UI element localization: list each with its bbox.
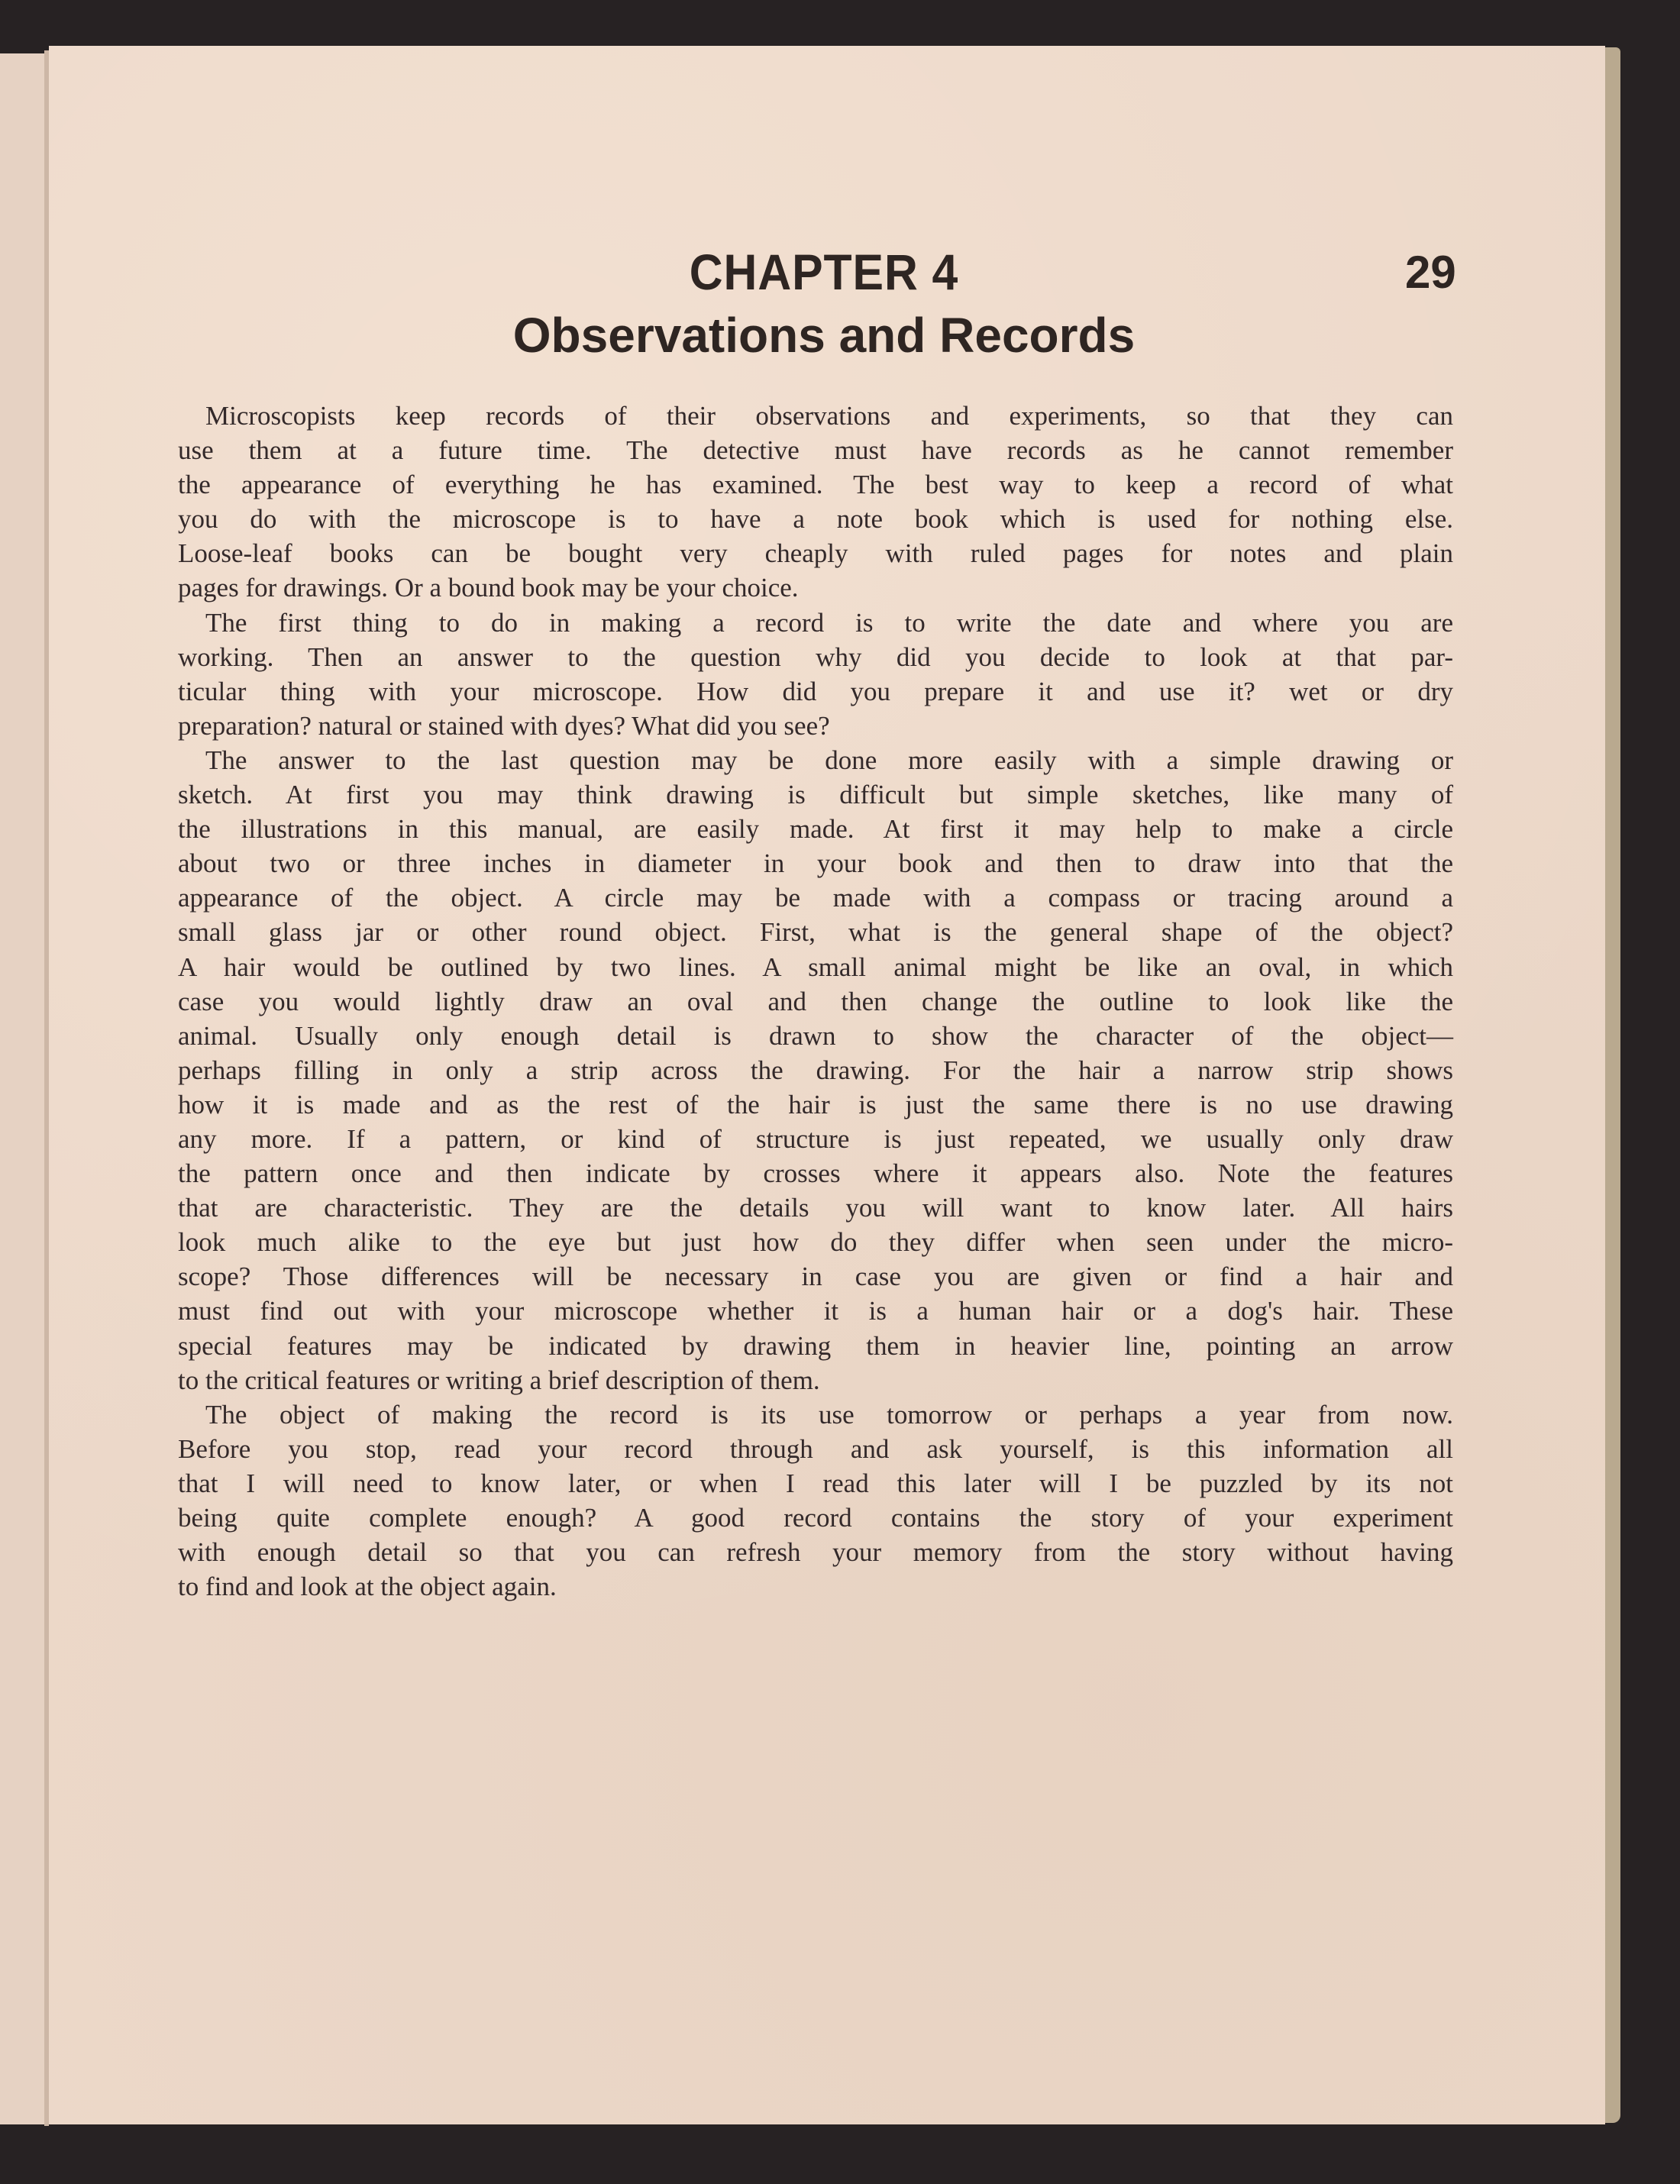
body-text bbox=[178, 399, 1453, 1604]
chapter-title: Observations and Records bbox=[512, 308, 1136, 363]
text-line: the illustrations in this manual, are easily made. At first it may help to make a circle bbox=[178, 814, 1453, 845]
page-number: 29 bbox=[1405, 247, 1456, 298]
text-line: ticular thing with your microscope. How did you prepare it and use it? wet or dry bbox=[178, 676, 1453, 706]
text-line: The answer to the last question may be done more easily with a simple drawing or bbox=[205, 745, 1453, 775]
text-line: the appearance of everything he has examined. The best way to keep a record of what bbox=[178, 470, 1453, 500]
text-line: sketch. At first you may think drawing is difficult but simple sketches, like many of bbox=[178, 780, 1453, 810]
text-line: being quite complete enough? A good record contains the story of your experiment bbox=[178, 1503, 1453, 1533]
text-line: perhaps filling in only a strip across the drawing. For the hair a narrow strip shows bbox=[178, 1055, 1453, 1085]
text-line: about two or three inches in diameter in your book and then to draw into that the bbox=[178, 848, 1453, 879]
text-line: that are characteristic. They are the details you will want to know later. All hairs bbox=[178, 1193, 1453, 1223]
text-line: you do with the microscope is to have a note book which is used for nothing else. bbox=[178, 504, 1453, 535]
paragraph bbox=[178, 399, 1453, 606]
text-line: any more. If a pattern, or kind of structure is just repeated, we usually only draw bbox=[178, 1123, 1453, 1154]
facing-page-edge bbox=[0, 53, 44, 2124]
text-line: scope? Those differences will be necessary in case you are given or find a hair and bbox=[178, 1262, 1453, 1292]
text-line: to the critical features or writing a brief description of them. bbox=[178, 1365, 820, 1395]
text-line: that I will need to know later, or when I read this later will I be puzzled by its not bbox=[178, 1468, 1453, 1498]
paragraph bbox=[178, 743, 1453, 1397]
text-line: preparation? natural or stained with dyes? What did you see? bbox=[178, 710, 830, 741]
book-page bbox=[49, 46, 1605, 2124]
text-line: with enough detail so that you can refresh your memory from the story without having bbox=[178, 1537, 1453, 1568]
text-line: The first thing to do in making a record is to write the date and where you are bbox=[205, 607, 1453, 638]
text-line: must find out with your microscope whether it is a human hair or a dog's hair. These bbox=[178, 1296, 1453, 1326]
paragraph bbox=[178, 1397, 1453, 1604]
paragraph bbox=[178, 606, 1453, 743]
text-line: use them at a future time. The detective must have records as he cannot remember bbox=[178, 435, 1453, 466]
text-line: A hair would be outlined by two lines. A small animal might be like an oval, in which bbox=[178, 951, 1453, 982]
text-line: case you would lightly draw an oval and then change the outline to look like the bbox=[178, 986, 1453, 1016]
text-line: Microscopists keep records of their observations and experiments, so that they can bbox=[205, 401, 1453, 431]
text-line: to find and look at the object again. bbox=[178, 1572, 557, 1602]
text-line: look much alike to the eye but just how do they differ when seen under the micro- bbox=[178, 1227, 1453, 1258]
text-line: The object of making the record is its use tomorrow or perhaps a year from now. bbox=[205, 1399, 1453, 1430]
text-line: pages for drawings. Or a bound book may be your choice. bbox=[178, 573, 799, 603]
text-line: Before you stop, read your record through and ask yourself, is this information all bbox=[178, 1433, 1453, 1464]
text-line: special features may be indicated by drawing them in heavier line, pointing an arrow bbox=[178, 1330, 1453, 1361]
text-line: working. Then an answer to the question why did you decide to look at that par- bbox=[178, 641, 1453, 672]
text-line: animal. Usually only enough detail is drawn to show the character of the object— bbox=[178, 1020, 1453, 1051]
text-line: how it is made and as the rest of the hair is just the same there is no use drawing bbox=[178, 1089, 1453, 1119]
text-line: Loose-leaf books can be bought very cheaply with ruled pages for notes and plain bbox=[178, 538, 1453, 569]
chapter-label: CHAPTER 4 bbox=[689, 244, 959, 300]
text-line: appearance of the object. A circle may be made with a compass or tracing around a bbox=[178, 883, 1453, 913]
text-line: the pattern once and then indicate by crosses where it appears also. Note the features bbox=[178, 1158, 1453, 1189]
text-line: small glass jar or other round object. First, what is the general shape of the object? bbox=[178, 917, 1453, 948]
